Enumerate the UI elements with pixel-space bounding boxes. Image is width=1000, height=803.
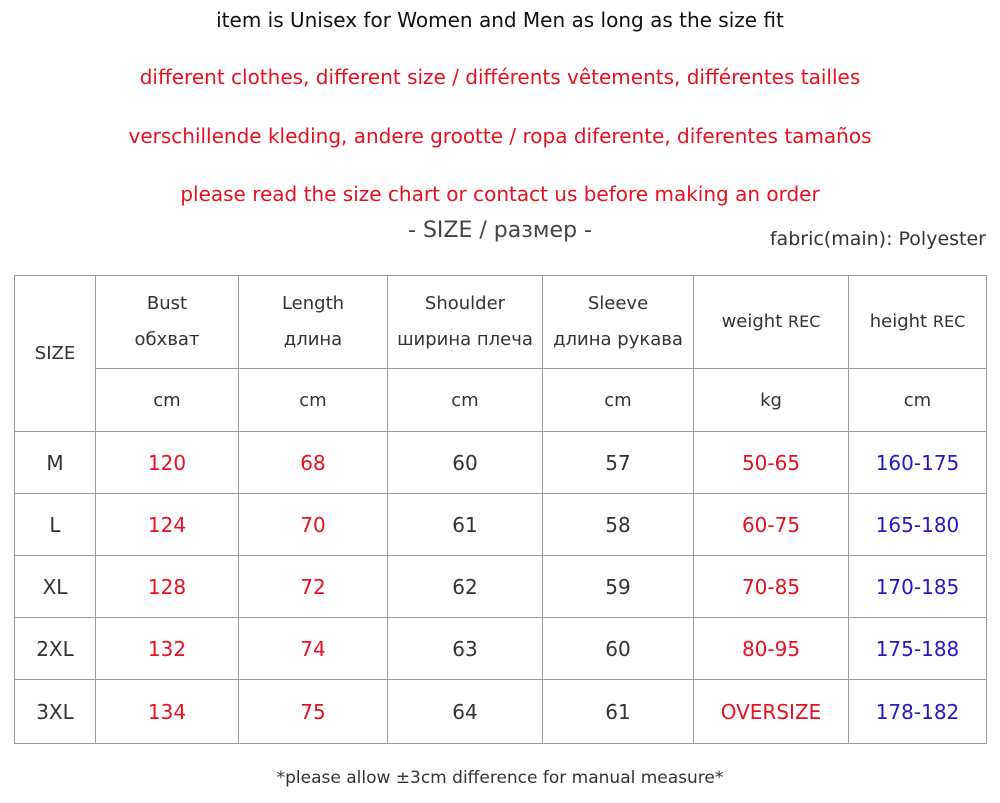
length-cell: 72 [239, 556, 388, 618]
weight-cell: 60-75 [694, 494, 849, 556]
bust-cell: 134 [96, 680, 239, 744]
bust-header-en: Bust [146, 293, 188, 314]
weight-unit: kg [694, 369, 849, 432]
bust-cell: 128 [96, 556, 239, 618]
shoulder-unit: cm [388, 369, 543, 432]
height-cell: 178-182 [849, 680, 987, 744]
sleeve-header [543, 276, 694, 369]
shoulder-header-ru: ширина плеча [397, 329, 533, 350]
height-cell: 165-180 [849, 494, 987, 556]
sleeve-cell: 58 [543, 494, 694, 556]
height-cell: 170-185 [849, 556, 987, 618]
fabric-label: fabric(main): Polyester [769, 228, 986, 250]
sleeve-cell: 61 [543, 680, 694, 744]
order-note: please read the size chart or contact us before making an order [180, 182, 820, 206]
length-unit: cm [239, 369, 388, 432]
sleeve-header-en: Sleeve [587, 293, 649, 314]
size-cell: L [15, 494, 96, 556]
height-cell: 175-188 [849, 618, 987, 680]
length-cell: 70 [239, 494, 388, 556]
sleeve-cell: 59 [543, 556, 694, 618]
weight-header-en: weight [721, 311, 783, 332]
weight-header-rec: REC [788, 312, 821, 331]
shoulder-cell: 64 [388, 680, 543, 744]
height-header-en: height [869, 311, 928, 332]
different-size-note-fr: different clothes, different size / différents vêtements, différentes tailles [139, 65, 861, 89]
weight-cell: 50-65 [694, 432, 849, 494]
table-row [15, 618, 987, 680]
shoulder-cell: 61 [388, 494, 543, 556]
weight-cell: 70-85 [694, 556, 849, 618]
height-cell: 160-175 [849, 432, 987, 494]
height-header [849, 276, 987, 369]
size-chart-table [14, 275, 987, 744]
shoulder-header-en: Shoulder [424, 293, 506, 314]
size-title: - SIZE / размер - [408, 218, 592, 243]
unisex-note: item is Unisex for Women and Men as long as the size fit [216, 8, 784, 32]
shoulder-header [388, 276, 543, 369]
table-row [15, 556, 987, 618]
bust-unit: cm [96, 369, 239, 432]
bust-header [96, 276, 239, 369]
height-header-rec: REC [932, 312, 966, 331]
unit-row [15, 369, 987, 432]
length-header-ru: длина [283, 329, 343, 350]
length-header-en: Length [281, 293, 345, 314]
size-header: SIZE [15, 276, 96, 432]
shoulder-cell: 63 [388, 618, 543, 680]
length-cell: 75 [239, 680, 388, 744]
shoulder-cell: 60 [388, 432, 543, 494]
length-cell: 68 [239, 432, 388, 494]
bust-cell: 120 [96, 432, 239, 494]
bust-cell: 124 [96, 494, 239, 556]
table-row [15, 432, 987, 494]
table-row [15, 680, 987, 744]
sleeve-unit: cm [543, 369, 694, 432]
size-cell: 2XL [15, 618, 96, 680]
length-cell: 74 [239, 618, 388, 680]
height-unit: cm [849, 369, 987, 432]
measure-tolerance-note: *please allow ±3cm difference for manual measure* [276, 768, 724, 788]
sleeve-cell: 60 [543, 618, 694, 680]
length-header [239, 276, 388, 369]
weight-cell: 80-95 [694, 618, 849, 680]
header-row [15, 276, 987, 369]
size-cell: XL [15, 556, 96, 618]
shoulder-cell: 62 [388, 556, 543, 618]
table-row [15, 494, 987, 556]
weight-cell: OVERSIZE [694, 680, 849, 744]
size-cell: 3XL [15, 680, 96, 744]
weight-header [694, 276, 849, 369]
bust-cell: 132 [96, 618, 239, 680]
different-size-note-nl-es: verschillende kleding, andere grootte / ropa diferente, diferentes tamaños [128, 124, 872, 148]
bust-header-ru: обхват [134, 329, 200, 350]
sleeve-header-ru: длина рукава [553, 329, 683, 350]
size-cell: M [15, 432, 96, 494]
sleeve-cell: 57 [543, 432, 694, 494]
